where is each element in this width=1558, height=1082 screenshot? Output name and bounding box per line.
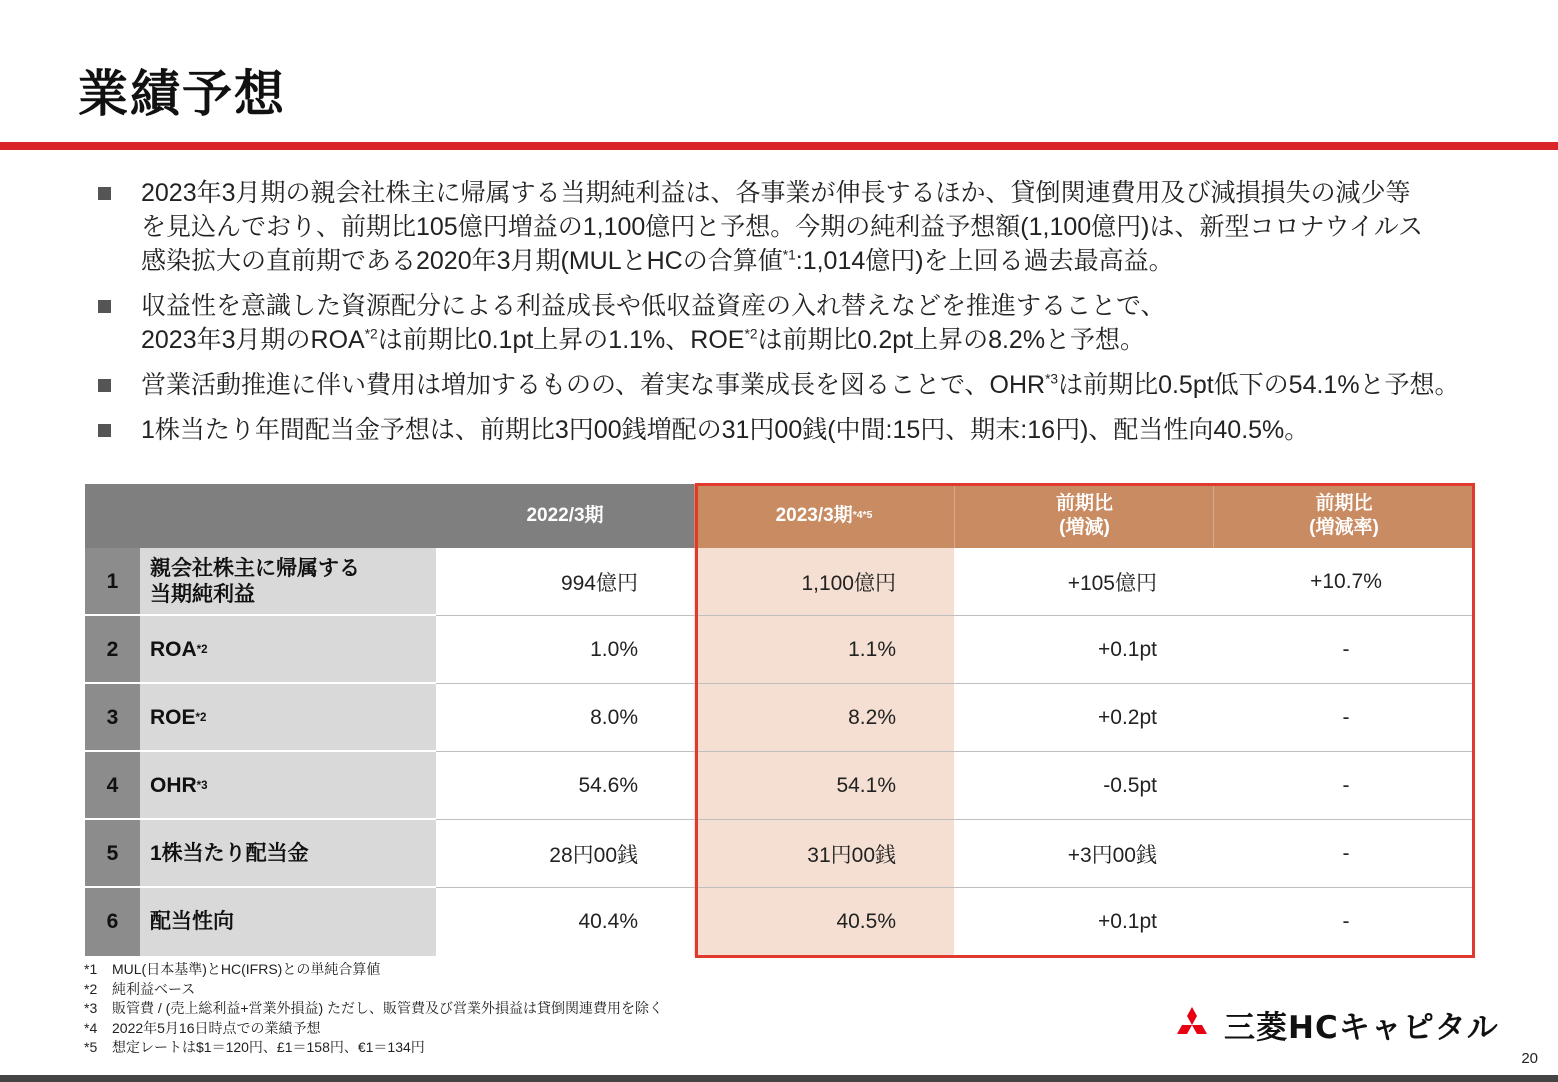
- row-label: 1株当たり配当金: [140, 820, 436, 888]
- footnotes: [84, 960, 663, 1058]
- row-number: 4: [85, 752, 140, 820]
- cell-rate: -: [1342, 706, 1350, 729]
- footnote: *2 純利益ベース: [84, 980, 196, 997]
- header-rate: 前期比 (増減率): [1213, 484, 1474, 548]
- cell-diff: +0.2pt: [1098, 706, 1157, 729]
- bullet-line: 感染拡大の直前期である2020年3月期(MULとHCの合算値$^{*1}$:1,014億円)を上回る過去最高益。: [141, 247, 1174, 275]
- header-diff: 前期比 (増減): [954, 484, 1214, 548]
- cell-curr: 8.2%: [848, 706, 896, 729]
- cell-rate: -: [1342, 910, 1350, 933]
- row-label: 配当性向: [140, 888, 436, 956]
- cell-diff: +3円00銭: [1067, 844, 1157, 867]
- header-prev: 2022/3期: [526, 505, 604, 526]
- row-number: 6: [85, 888, 140, 956]
- brand-name: 三菱HCキャピタル: [1224, 1010, 1499, 1046]
- title-divider: [0, 142, 1558, 150]
- cell-prev: 994億円: [560, 572, 638, 595]
- cell-prev: 40.4%: [578, 910, 638, 933]
- forecast-highlight-frame: [695, 483, 1475, 958]
- header-row-left: [85, 484, 694, 548]
- row-number: 3: [85, 684, 140, 752]
- footnote: *1 MUL(日本基準)とHC(IFRS)との単純合算値: [84, 961, 381, 977]
- bullet-dividend: [96, 413, 1516, 447]
- bullet-net-income: [96, 176, 1516, 278]
- footnote: *4 2022年5月16日時点での業績予想: [84, 1019, 321, 1036]
- cell-prev: 8.0%: [590, 706, 638, 729]
- row-label: ROE *2: [140, 684, 436, 752]
- cell-diff: -0.5pt: [1103, 774, 1157, 797]
- header-curr: 2023/3期 *4*5: [694, 484, 954, 548]
- bullet-line: 1株当たり年間配当金予想は、前期比3円00銭増配の31円00銭(中間:15円、期末:16円)、配当性向40.5%。: [141, 416, 1310, 444]
- cell-curr: 54.1%: [836, 774, 896, 797]
- bullet-line: 2023年3月期のROA$^{*2}$は前期比0.1pt上昇の1.1%、ROE$^{*2}$は前期比0.2pt上昇の8.2%と予想。: [141, 326, 1146, 354]
- cell-curr: 1,100億円: [801, 572, 896, 595]
- square-bullet-icon: [98, 187, 111, 200]
- cell-curr: 40.5%: [836, 910, 896, 933]
- cell-diff: +105億円: [1067, 572, 1157, 595]
- footnote: *5 想定レートは$1＝120円、£1＝158円、€1＝134円: [84, 1039, 425, 1055]
- cell-diff: +0.1pt: [1098, 638, 1157, 661]
- bullet-ohr: [96, 368, 1516, 402]
- row-label: OHR *3: [140, 752, 436, 820]
- cell-rate: -: [1342, 638, 1350, 661]
- page-number: 20: [1521, 1050, 1538, 1067]
- company-logo: [1172, 1002, 1499, 1047]
- cell-prev: 28円00銭: [549, 844, 638, 867]
- cell-curr: 31円00銭: [807, 844, 896, 867]
- row-number: 1: [85, 548, 140, 616]
- page-title: 業績予想: [78, 65, 286, 123]
- bullet-line: 収益性を意識した資源配分による利益成長や低収益資産の入れ替えなどを推進することで、: [141, 292, 1166, 320]
- row-number: 5: [85, 820, 140, 888]
- bullet-line: 2023年3月期の親会社株主に帰属する当期純利益は、各事業が伸長するほか、貸倒関連費用及び減損損失の減少等: [141, 179, 1411, 207]
- bullet-line: 営業活動推進に伴い費用は増加するものの、着実な事業成長を図ることで、OHR$^{*3}$は前期比0.5pt低下の54.1%と予想。: [141, 371, 1460, 399]
- footnote: *3 販管費 / (売上総利益+営業外損益) ただし、販管費及び営業外損益は貸倒関連費用を除く: [84, 1000, 664, 1016]
- cell-rate: -: [1342, 774, 1350, 797]
- square-bullet-icon: [98, 424, 111, 437]
- row-label: ROA *2: [140, 616, 436, 684]
- three-diamonds-icon: [1172, 1007, 1212, 1043]
- row-number: 2: [85, 616, 140, 684]
- cell-rate: +10.7%: [1310, 570, 1382, 593]
- row-label: 親会社株主に帰属する 当期純利益: [140, 548, 436, 616]
- summary-bullets: [96, 176, 1516, 458]
- square-bullet-icon: [98, 379, 111, 392]
- bullet-roa-roe: [96, 289, 1516, 357]
- cell-diff: +0.1pt: [1098, 910, 1157, 933]
- cell-rate: -: [1342, 842, 1350, 865]
- square-bullet-icon: [98, 300, 111, 313]
- cell-curr: 1.1%: [848, 638, 896, 661]
- cell-prev: 1.0%: [590, 638, 638, 661]
- cell-prev: 54.6%: [578, 774, 638, 797]
- bullet-line: を見込んでおり、前期比105億円増益の1,100億円と予想。今期の純利益予想額(1,100億円)は、新型コロナウイルス: [141, 213, 1423, 241]
- bottom-divider: [0, 1075, 1558, 1082]
